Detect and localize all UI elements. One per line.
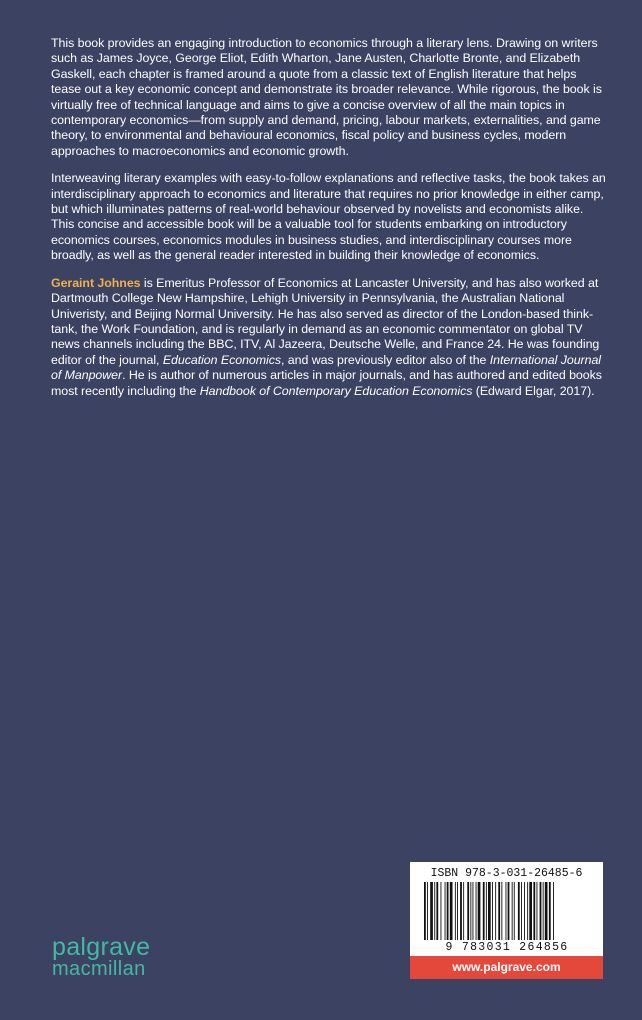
barcode-bar [424,882,426,940]
author-bio-text-d: (Edward Elgar, 2017). [472,383,595,398]
barcode-bar [473,882,474,940]
description-paragraph-2: Interweaving literary examples with easy-to-follow explanations and reflective tasks, the book takes an interdisciplinary approach to economics and literature that requires no prior knowledge in either camp, but which illuminates patterns of real-world behaviour observed by novelists and economists alike. This concise and accessible book will be a valuable tool for students embarking on introductory economics courses, economics modules in business studies, and interdisciplinary courses more broadly, as well as the general reader interested in building their knowledge of economics. [51,171,606,263]
barcode-bar [506,882,507,940]
publisher-url[interactable]: www.palgrave.com [410,956,603,979]
palgrave-macmillan-logo [52,935,150,979]
barcode-bar [545,882,548,940]
barcode-bar [553,882,554,940]
logo-line-2: macmillan [52,958,146,980]
book-title: Handbook of Contemporary Education Economics [199,383,473,398]
isbn-barcode [410,862,603,956]
barcode-bar [441,882,442,940]
barcode-bar [512,882,513,940]
back-cover-text [51,36,607,411]
barcode-bar [450,882,453,940]
barcode-bar [549,882,551,940]
barcode-bar [427,882,428,940]
barcode-bar [537,882,538,940]
barcode-bar [486,882,487,940]
author-bio-text-b: , and was previously editor also of the [281,352,490,367]
barcode-bar [501,882,502,940]
barcode-bar [524,882,525,940]
barcode-bar [434,882,435,940]
barcode-bar [498,882,500,940]
barcode-bar [476,882,477,940]
author-name: Geraint Johnes [51,275,141,290]
barcode-bar [540,882,542,940]
author-bio-text-c: . He is author of numerous articles in major journals, and has authored and edited books most recently including the [51,368,602,398]
journal-title-2: International Journal of Manpower [51,352,602,383]
barcode-bar [470,882,471,940]
barcode-bar [521,882,522,940]
barcode-bar [463,882,464,940]
barcode-bar [460,882,462,940]
barcode-bar [483,882,485,940]
barcode-bar [492,882,493,940]
barcode-bar [455,882,456,940]
barcode-bar [508,882,510,940]
journal-title-1: Education Economics [162,352,282,367]
barcode-bar [533,882,535,940]
barcode-bar [488,882,491,940]
barcode-bar [478,882,481,940]
barcode-bar [529,882,532,940]
barcode-bars [422,882,592,940]
barcode-bar [514,882,515,940]
barcode-bar [447,882,449,940]
author-bio-text-a: is Emeritus Professor of Economics at Lancaster University, and has also worked at Dartmouth College New Hampshire, Lehigh University in Pennsylvania, the Australian National Univeristy, and Beijing Normal University. He has also served as director of the London-based think-tank, the Work Foundation, and is regularly in demand as an economic commentator on global TV news channels including the BBC, ITV, Al Jazeera, Deutsche Welle, and France 24. He was founding editor of the journal, [51,275,600,367]
logo-line-1: palgrave [52,933,151,961]
barcode-digits: 9 783031 264856 [445,941,569,954]
isbn-label: ISBN 978-3-031-26485-6 [430,867,583,880]
barcode-bar [445,882,446,940]
barcode-bar [527,882,528,940]
barcode-bar [467,882,469,940]
author-bio [51,276,607,399]
barcode-bar [495,882,496,940]
barcode-bar [543,882,544,940]
barcode-bar [457,882,458,940]
description-paragraph-1: This book provides an engaging introduction to economics through a literary lens. Drawing on writers such as James Joyce, George Eliot, Edith Wharton, Jane Austen, Charlotte Bronte, and Elizabeth Gaskell, each chapter is framed around a quote from a classic text of English literature that helps tease out a key economic concept and demonstrate its broader relevance. While rigorous, the book is virtually free of technical language and aims to give a concise overview of all the main topics in contemporary economics—from supply and demand, pricing, labour markets, externalities, and game theory, to environmental and behavioural economics, fiscal policy and business cycles, modern approaches to macroeconomics and economic growth. [51,36,602,158]
barcode-bar [518,882,520,940]
barcode-bar [436,882,438,940]
barcode-bar [430,882,433,940]
